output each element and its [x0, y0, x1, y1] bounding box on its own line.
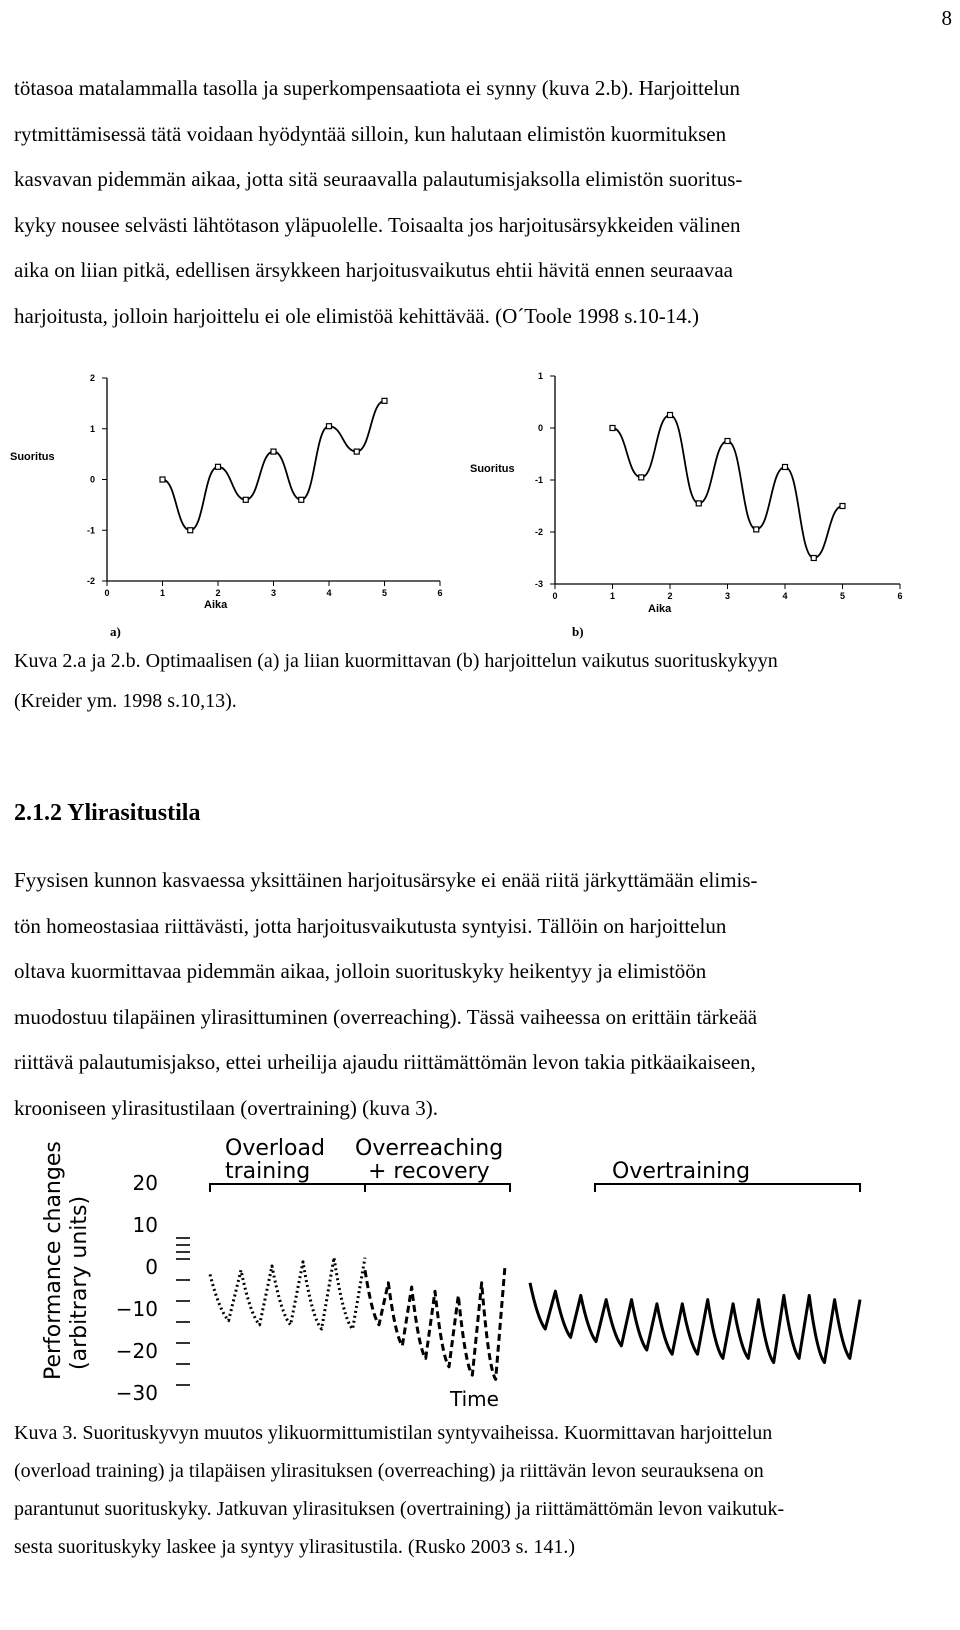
data-point	[354, 449, 359, 454]
performance-line	[163, 401, 385, 530]
x-tick-label: 3	[270, 588, 277, 598]
data-point	[216, 464, 221, 469]
y-tick-label: -2	[86, 576, 95, 586]
data-point	[840, 504, 845, 509]
panel-label-b: b)	[572, 624, 584, 639]
data-point	[382, 398, 387, 403]
phase-bracket	[365, 1184, 510, 1192]
text-line: tön homeostasiaa riittävästi, jotta harjoitusvaikutusta syntyisi. Tällöin on harjoittelun	[14, 913, 727, 938]
data-point	[160, 477, 165, 482]
text-line: riittävä palautumisjakso, ettei urheilija ajaudu riittämättömän levon takia pitkäaikaiseen,	[14, 1050, 756, 1074]
data-point	[725, 439, 730, 444]
y-tick-label: −20	[115, 1339, 158, 1363]
x-tick-label: 5	[381, 588, 388, 598]
x-tick-label: 6	[437, 588, 443, 598]
text-line: muodostuu tilapäinen ylirasittuminen (overreaching). Tässä vaiheessa on erittäin tärkeää	[14, 1004, 758, 1029]
text-line: Fyysisen kunnon kasvaessa yksittäinen harjoitusärsyke ei enää riitä järkyttämään elimis-	[14, 868, 758, 892]
phase-label-line2: training	[225, 1159, 311, 1184]
y-tick-label: −30	[115, 1381, 158, 1405]
phase-line-dotted	[210, 1258, 365, 1329]
y-tick-label: 1	[537, 371, 543, 381]
data-point	[696, 501, 701, 506]
chart-2b	[460, 362, 920, 652]
x-tick-label: 3	[724, 591, 731, 601]
x-tick-label: 4	[782, 591, 788, 601]
data-point	[188, 528, 193, 533]
x-tick-label: 1	[609, 591, 616, 601]
y-tick-label: -1	[534, 475, 543, 485]
caption-line: (Kreider ym. 1998 s.10,13).	[14, 690, 237, 712]
phase-label-line2: + recovery	[368, 1159, 490, 1184]
data-point	[271, 449, 276, 454]
x-axis-label: Aika	[204, 599, 228, 611]
phase-bracket	[210, 1184, 365, 1192]
page-number: 8	[941, 6, 952, 30]
data-point	[783, 465, 788, 470]
caption-line: (overload training) ja tilapäisen ylirasituksen (overreaching) ja riittävän levon seurauksena on	[14, 1460, 764, 1482]
x-axis-label: Aika	[648, 603, 672, 615]
caption-line: Kuva 2.a ja 2.b. Optimaalisen (a) ja liian kuormittavan (b) harjoittelun vaikutus suorituskykyyn	[14, 650, 778, 672]
chart-3	[20, 1130, 940, 1430]
y-axis-label-line1: Performance changes	[41, 1141, 66, 1380]
data-point	[639, 475, 644, 480]
panel-label-a: a)	[110, 624, 121, 639]
y-tick-label: −10	[115, 1297, 158, 1321]
tick-marks-group	[176, 1238, 190, 1385]
y-tick-label: 0	[89, 474, 95, 485]
figure-2-caption	[14, 641, 948, 721]
phase-line-solid	[530, 1283, 860, 1363]
data-point	[754, 527, 759, 532]
phase-label-line1: Overload	[225, 1136, 325, 1161]
data-point	[327, 424, 332, 429]
y-tick-label: -1	[86, 525, 95, 536]
data-point	[811, 556, 816, 561]
caption-line: sesta suorituskyky laskee ja syntyy ylirasitustila. (Rusko 2003 s. 141.)	[14, 1536, 576, 1558]
section-paragraph	[14, 858, 948, 1131]
phase-line-dashed	[365, 1266, 505, 1379]
data-point	[243, 497, 248, 502]
x-tick-label: 0	[552, 591, 558, 601]
x-tick-label: 0	[104, 588, 110, 598]
intro-paragraph	[14, 66, 948, 339]
phase-label-line1: Overtraining	[612, 1159, 751, 1184]
text-line: rytmittämisessä tätä voidaan hyödyntää silloin, kun halutaan elimistön kuormituksen	[14, 121, 727, 146]
y-axis-label: Suoritus	[10, 451, 55, 463]
data-point	[299, 497, 304, 502]
performance-line	[613, 415, 843, 558]
x-tick-label: 2	[215, 588, 221, 598]
text-line: oltava kuormittavaa pidemmän aikaa, jolloin suorituskyky heikentyy ja elimistöön	[14, 959, 707, 983]
x-tick-label: 6	[897, 591, 903, 601]
x-tick-label: 4	[326, 588, 332, 598]
text-line: kasvavan pidemmän aikaa, jotta sitä seuraavalla palautumisjaksolla elimistön suoritus-	[14, 167, 743, 191]
text-line: krooniseen ylirasitustilaan (overtraining) (kuva 3).	[14, 1095, 438, 1120]
phase-label-line1: Overreaching	[355, 1136, 504, 1161]
y-axis-label: Suoritus	[470, 463, 515, 475]
data-point	[668, 413, 673, 418]
data-point	[610, 426, 615, 431]
caption-line: Kuva 3. Suorituskyvyn muutos ylikuormittumistilan syntyvaiheissa. Kuormittavan harjoittelun	[14, 1422, 773, 1444]
section-heading: 2.1.2 Ylirasitustila	[14, 800, 201, 826]
y-tick-label: 0	[537, 423, 543, 433]
text-line: kyky nousee selvästi lähtötason yläpuolelle. Toisaalta jos harjoitusärsykkeiden välinen	[14, 212, 741, 237]
y-tick-label: 20	[132, 1171, 158, 1195]
x-tick-label: 5	[839, 591, 846, 601]
x-tick-label: 1	[159, 588, 166, 598]
y-tick-label: 0	[145, 1255, 158, 1279]
y-tick-label: -3	[534, 579, 543, 589]
x-axis-label: Time	[450, 1387, 499, 1411]
caption-line: parantunut suorituskyky. Jatkuvan ylirasituksen (overtraining) ja riittämättömän levon vaikutuk-	[14, 1498, 785, 1520]
y-axis-label-line2: (arbitrary units)	[67, 1195, 92, 1370]
y-tick-label: -2	[534, 527, 543, 537]
chart-2a	[0, 362, 455, 652]
figure-3-caption	[14, 1414, 948, 1566]
text-line: tötasoa matalammalla tasolla ja superkompensaatiota ei synny (kuva 2.b). Harjoittelun	[14, 76, 741, 100]
y-tick-label: 2	[89, 373, 95, 383]
phase-bracket	[595, 1184, 860, 1192]
text-line: aika on liian pitkä, edellisen ärsykkeen harjoitusvaikutus ehtii hävitä ennen seuraavaa	[14, 258, 734, 282]
text-line: harjoitusta, jolloin harjoittelu ei ole elimistöä kehittävää. (O´Toole 1998 s.10-14.)	[14, 303, 699, 328]
x-tick-label: 2	[667, 591, 673, 601]
y-tick-label: 1	[89, 423, 95, 434]
y-tick-label: 10	[132, 1213, 158, 1237]
